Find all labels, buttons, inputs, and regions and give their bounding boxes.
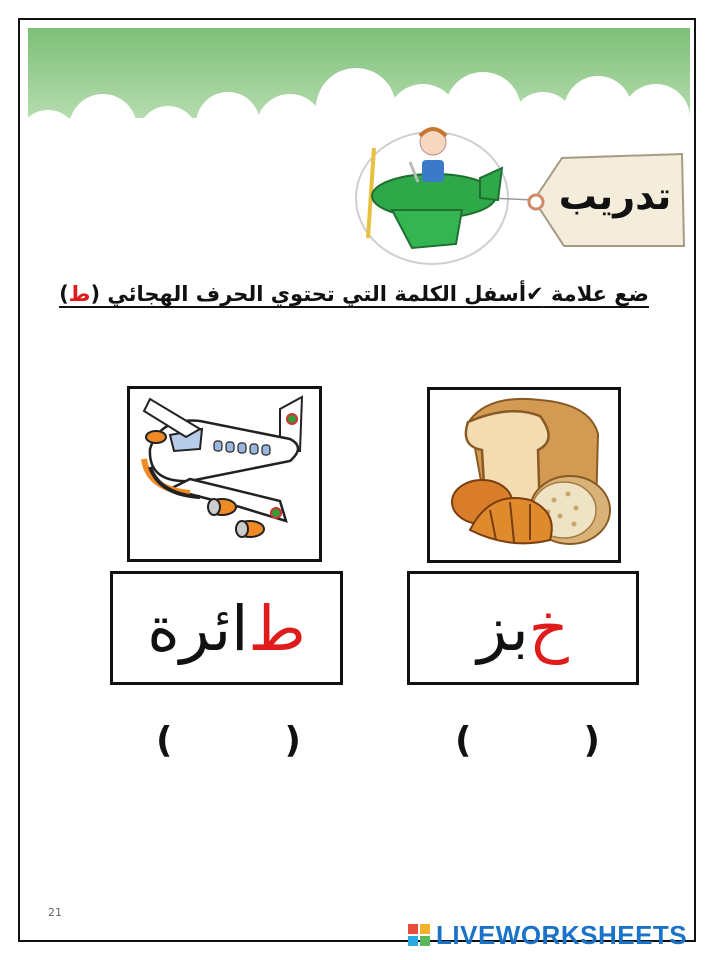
liveworksheets-logo-icon (408, 924, 432, 948)
word-box-airplane (110, 571, 343, 685)
word-rest: بز (477, 591, 529, 665)
target-letter: ط (68, 282, 91, 306)
bread-image (427, 387, 621, 563)
word-rest: ائرة (147, 591, 249, 665)
word-first-letter: خ (528, 591, 569, 665)
paren-open: ( (156, 720, 173, 761)
instruction-middle: أسفل الكلمة التي تحتوي الحرف الهجائي ( (90, 282, 527, 306)
page-number: 21 (48, 906, 62, 919)
section-title: تدريب (558, 174, 672, 218)
airplane-icon (130, 389, 319, 559)
bread-icon (430, 390, 618, 560)
paren-open: ( (455, 720, 472, 761)
title-tag-illustration (352, 118, 688, 268)
instruction-suffix: ) (59, 282, 69, 306)
instruction-prefix: ضع علامة (543, 282, 649, 306)
brand-logo (408, 920, 687, 951)
paren-close: ) (284, 720, 301, 761)
answer-slot-airplane[interactable] (156, 720, 301, 761)
word-first-letter: ط (248, 591, 306, 665)
answer-slot-bread[interactable] (455, 720, 600, 761)
airplane-image (127, 386, 322, 562)
paren-close: ) (583, 720, 600, 761)
check-mark-icon: ✔ (526, 282, 544, 306)
brand-text: LIVEWORKSHEETS (436, 920, 688, 950)
word-box-bread (407, 571, 639, 685)
instruction-text (20, 282, 688, 306)
